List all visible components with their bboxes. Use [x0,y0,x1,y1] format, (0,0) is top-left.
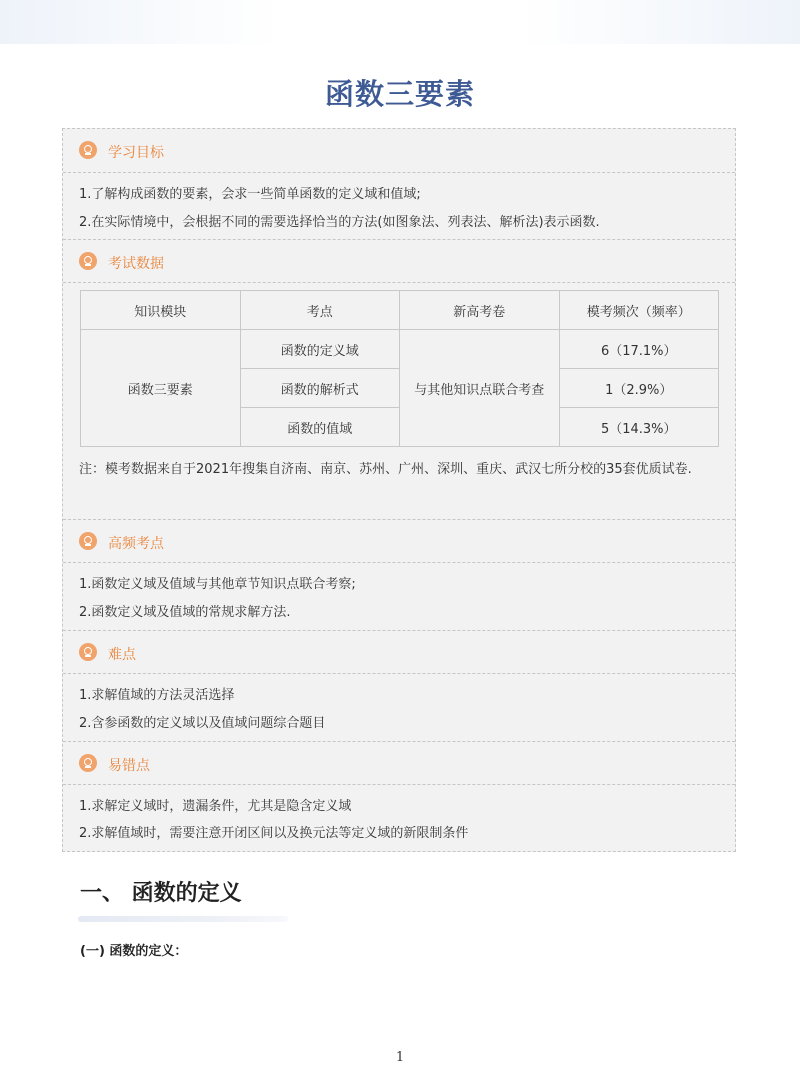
goals-header [63,129,735,173]
lightbulb-icon [79,754,97,772]
frequency-cell: 5（14.3%） [559,408,719,447]
point-cell: 函数的值域 [240,408,400,447]
frequent-header [63,519,735,563]
frequent-item: 2.函数定义域及值域的常规求解方法. [79,605,291,620]
exam-data-note: 注：模考数据来自于2021年搜集自济南、南京、苏州、广州、深圳、重庆、武汉七所分校的35套优质试卷. [79,462,692,477]
frequent-item: 1.函数定义域及值域与其他章节知识点联合考察; [79,577,356,592]
frequency-cell: 6（17.1%） [559,330,719,369]
frequency-cell: 1（2.9%） [559,369,719,408]
exam-data-header [63,239,735,283]
lightbulb-icon [79,643,97,661]
point-cell: 函数的解析式 [240,369,400,408]
goals-label: 学习目标 [108,145,164,161]
goals-item: 2.在实际情境中，会根据不同的需要选择恰当的方法(如图象法、列表法、解析法)表示函数. [79,215,600,230]
table-header-cell: 知识模块 [81,291,241,330]
difficult-label: 难点 [108,647,136,663]
study-outline-panel [62,128,736,852]
subsection-heading: (一) 函数的定义： [80,944,188,959]
difficult-item: 1.求解值域的方法灵活选择 [79,688,235,703]
goals-item: 1.了解构成函数的要素，会求一些简单函数的定义域和值域; [79,187,421,202]
section-heading-underline [78,916,288,922]
top-decorative-band [0,0,800,44]
frequent-label: 高频考点 [108,536,164,552]
errors-header [63,741,735,785]
errors-item: 1.求解定义域时，遗漏条件，尤其是隐含定义域 [79,799,352,814]
lightbulb-icon [79,141,97,159]
page-title: 函数三要素 [324,77,475,111]
errors-item: 2.求解值域时，需要注意开闭区间以及换元法等定义域的新限制条件 [79,826,469,841]
table-header-row [81,291,719,330]
exam-data-table [80,290,719,447]
difficult-header [63,630,735,674]
difficult-item: 2.含参函数的定义域以及值域问题综合题目 [79,716,326,731]
module-cell: 函数三要素 [81,330,241,447]
table-header-cell: 模考频次（频率） [559,291,719,330]
lightbulb-icon [79,252,97,270]
new-exam-cell: 与其他知识点联合考查 [400,330,560,447]
section-heading: 一、 函数的定义 [80,881,242,906]
table-row [81,330,719,369]
lightbulb-icon [79,532,97,550]
page-number: 1 [395,1050,405,1065]
table-header-cell: 考点 [240,291,400,330]
exam-data-label: 考试数据 [108,256,164,272]
table-header-cell: 新高考卷 [400,291,560,330]
point-cell: 函数的定义域 [240,330,400,369]
errors-label: 易错点 [108,758,150,774]
